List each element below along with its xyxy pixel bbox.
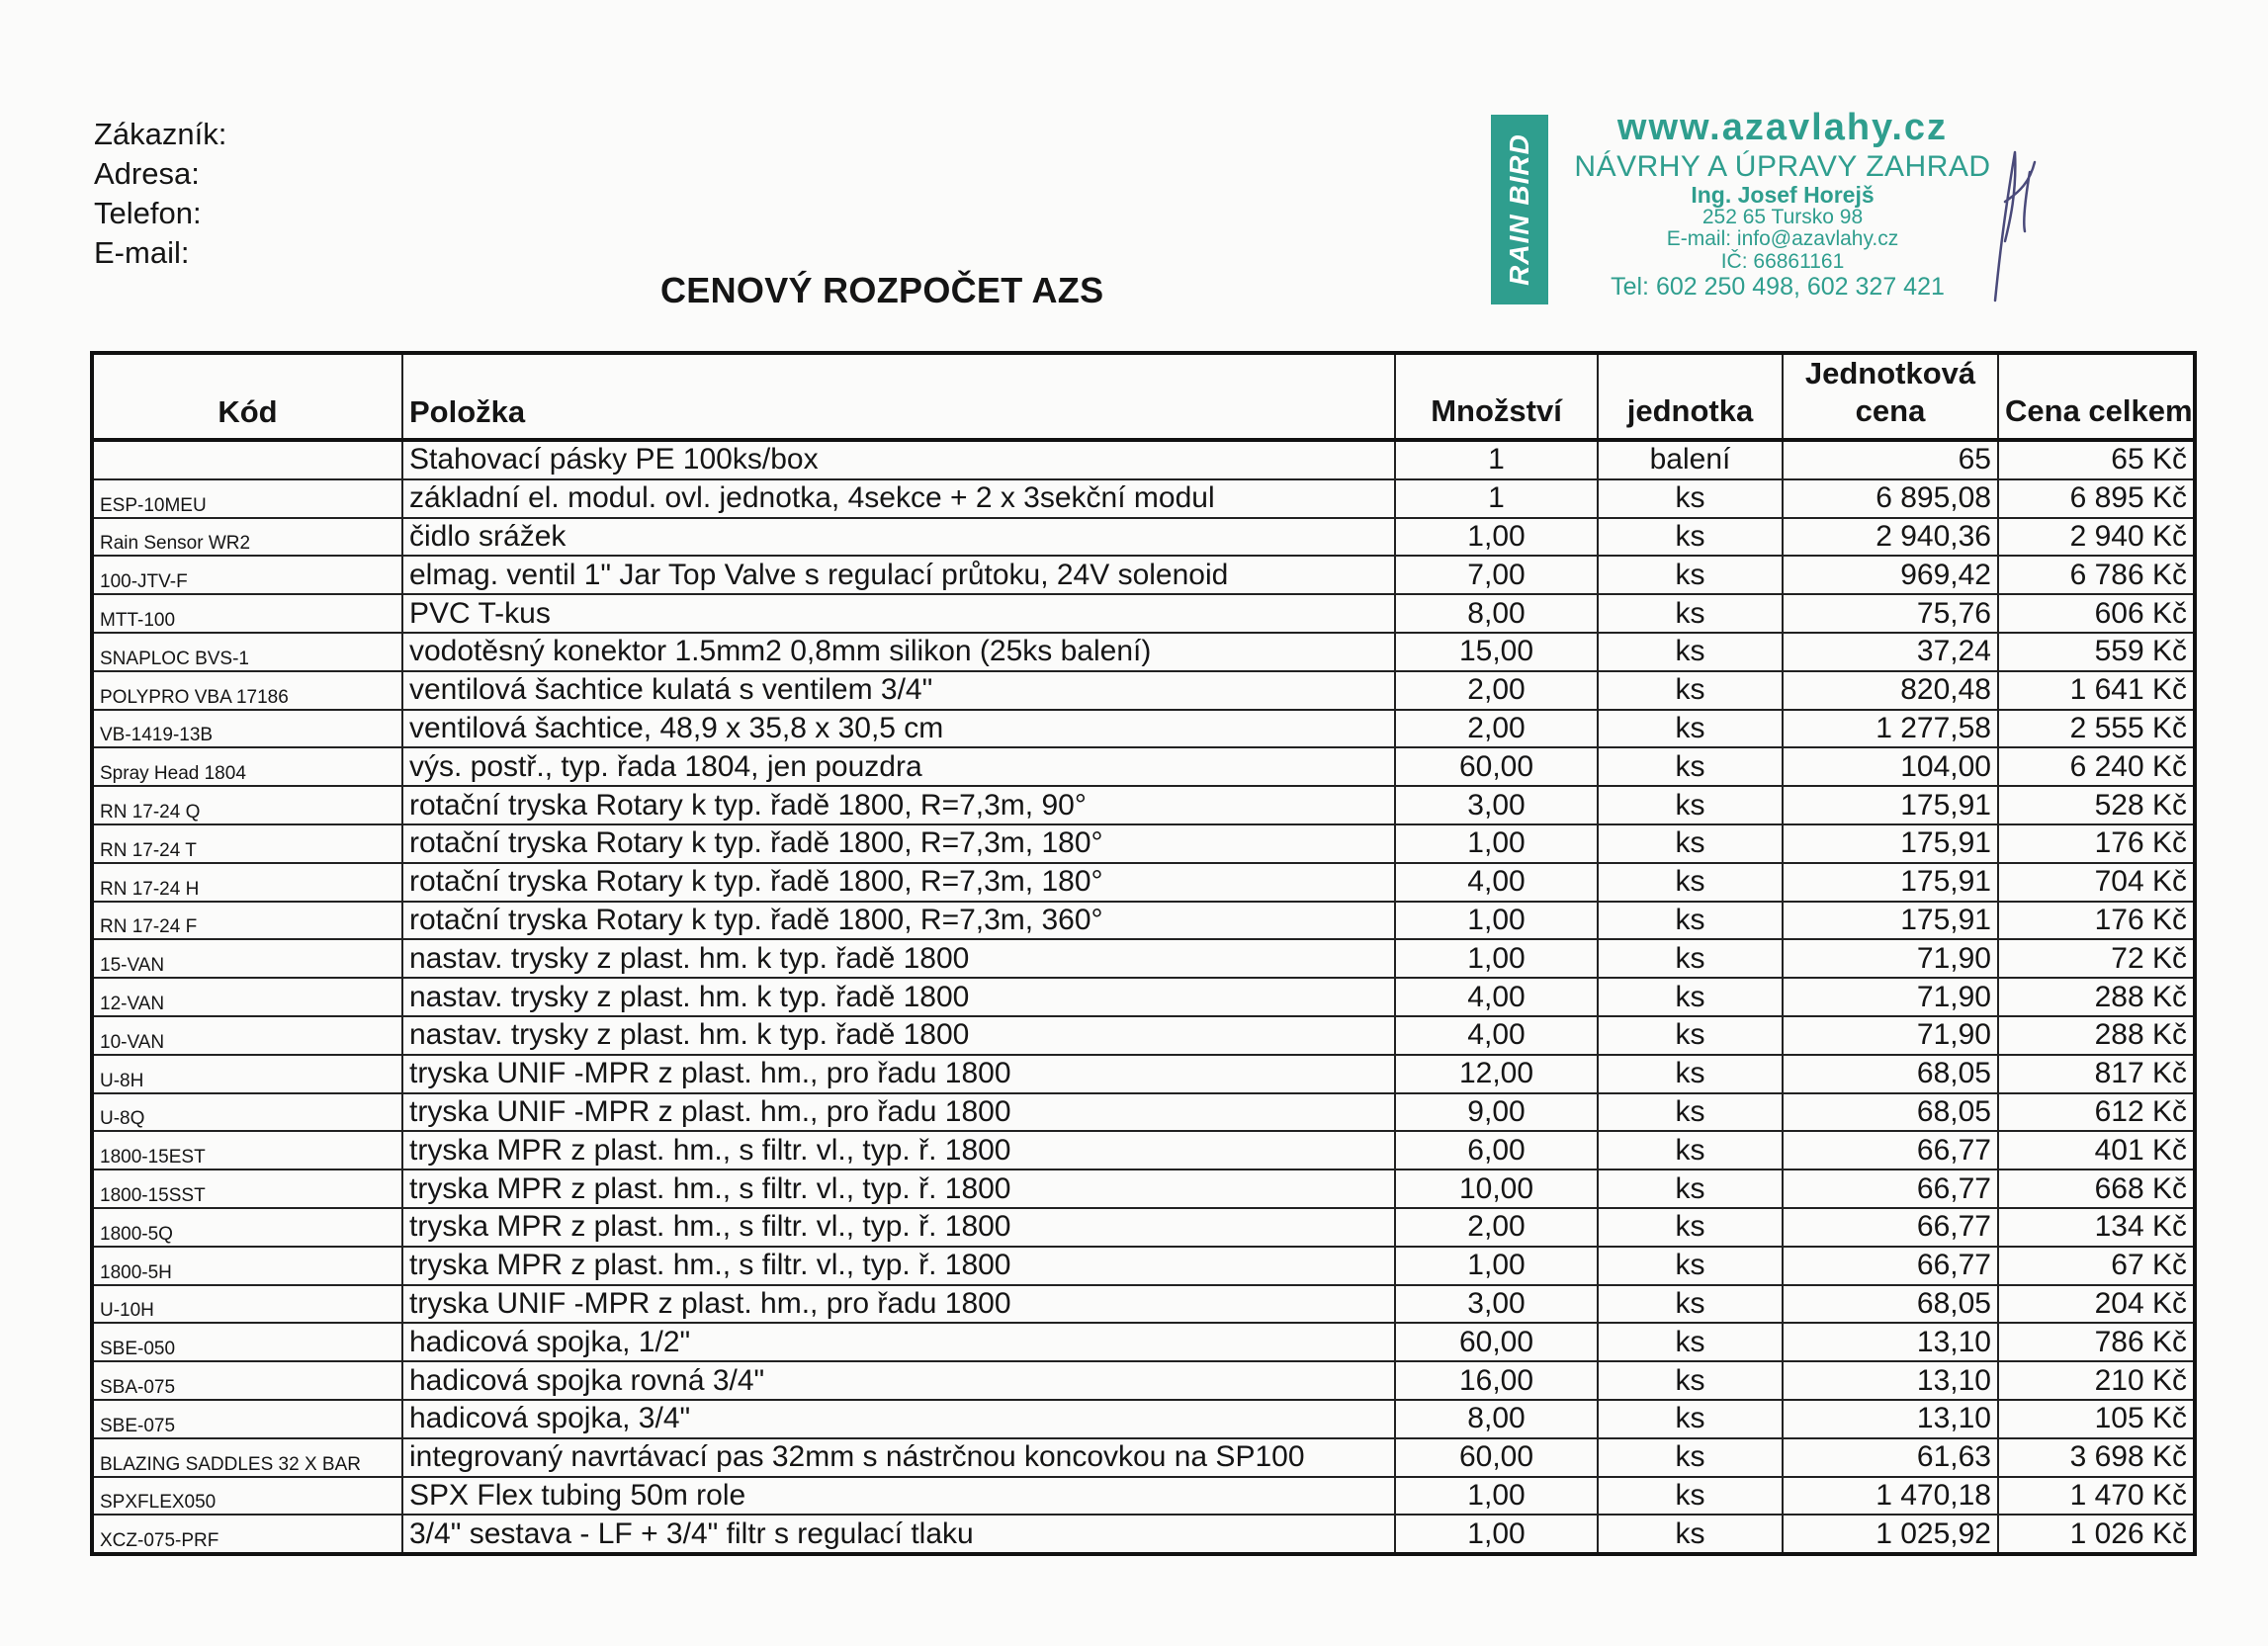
cell-mnozstvi: 1,00 bbox=[1395, 1247, 1598, 1285]
table-row bbox=[92, 824, 2195, 863]
table-row bbox=[92, 902, 2195, 940]
cell-jednotka: ks bbox=[1598, 1131, 1783, 1170]
header-jednotkova-cena bbox=[1783, 353, 1998, 440]
cell-cena-celkem: 528 Kč bbox=[1998, 786, 2195, 824]
cell-jednotkova-cena: 2 940,36 bbox=[1783, 518, 1998, 557]
cell-jednotka: ks bbox=[1598, 863, 1783, 902]
cell-jednotka: ks bbox=[1598, 1208, 1783, 1247]
cell-polozka: rotační tryska Rotary k typ. řadě 1800, R=7,3m, 180° bbox=[402, 863, 1395, 902]
cell-kod: BLAZING SADDLES 32 X BAR bbox=[92, 1438, 402, 1477]
header-kod: Kód bbox=[92, 353, 402, 440]
cell-polozka: tryska UNIF -MPR z plast. hm., pro řadu 1800 bbox=[402, 1285, 1395, 1324]
cell-kod: 12-VAN bbox=[92, 978, 402, 1016]
cell-polozka: tryska MPR z plast. hm., s filtr. vl., typ. ř. 1800 bbox=[402, 1170, 1395, 1208]
cell-jednotka: ks bbox=[1598, 1515, 1783, 1554]
cell-jednotkova-cena: 13,10 bbox=[1783, 1361, 1998, 1400]
cell-jednotkova-cena: 75,76 bbox=[1783, 594, 1998, 633]
cell-mnozstvi: 2,00 bbox=[1395, 671, 1598, 710]
cell-mnozstvi: 1,00 bbox=[1395, 939, 1598, 978]
stamp-name: Ing. Josef Horejš bbox=[1691, 182, 1875, 208]
cell-cena-celkem: 2 940 Kč bbox=[1998, 518, 2195, 557]
rain-bird-logo bbox=[1491, 115, 1548, 304]
cell-jednotkova-cena: 175,91 bbox=[1783, 863, 1998, 902]
cell-mnozstvi: 8,00 bbox=[1395, 1400, 1598, 1438]
customer-info bbox=[94, 115, 226, 273]
cell-mnozstvi: 1 bbox=[1395, 479, 1598, 518]
table-row bbox=[92, 1131, 2195, 1170]
cell-jednotka: ks bbox=[1598, 1093, 1783, 1132]
cell-cena-celkem: 817 Kč bbox=[1998, 1055, 2195, 1093]
cell-jednotka: ks bbox=[1598, 1016, 1783, 1055]
cell-cena-celkem: 288 Kč bbox=[1998, 1016, 2195, 1055]
cell-mnozstvi: 6,00 bbox=[1395, 1131, 1598, 1170]
cell-jednotka: ks bbox=[1598, 747, 1783, 786]
cell-kod: 15-VAN bbox=[92, 939, 402, 978]
cell-cena-celkem: 401 Kč bbox=[1998, 1131, 2195, 1170]
cell-jednotkova-cena: 175,91 bbox=[1783, 786, 1998, 824]
cell-cena-celkem: 668 Kč bbox=[1998, 1170, 2195, 1208]
cell-kod: RN 17-24 H bbox=[92, 863, 402, 902]
cell-kod: 1800-15EST bbox=[92, 1131, 402, 1170]
cell-polozka: nastav. trysky z plast. hm. k typ. řadě 1800 bbox=[402, 978, 1395, 1016]
cell-polozka: tryska MPR z plast. hm., s filtr. vl., typ. ř. 1800 bbox=[402, 1247, 1395, 1285]
cell-cena-celkem: 606 Kč bbox=[1998, 594, 2195, 633]
cell-jednotkova-cena: 1 025,92 bbox=[1783, 1515, 1998, 1554]
cell-polozka: 3/4" sestava - LF + 3/4" filtr s regulací tlaku bbox=[402, 1515, 1395, 1554]
cell-kod: SNAPLOC BVS-1 bbox=[92, 633, 402, 671]
cell-cena-celkem: 176 Kč bbox=[1998, 902, 2195, 940]
cell-jednotkova-cena: 6 895,08 bbox=[1783, 479, 1998, 518]
cell-cena-celkem: 2 555 Kč bbox=[1998, 710, 2195, 748]
cell-cena-celkem: 6 240 Kč bbox=[1998, 747, 2195, 786]
cell-polozka: vodotěsný konektor 1.5mm2 0,8mm silikon (25ks balení) bbox=[402, 633, 1395, 671]
cell-kod: 1800-5H bbox=[92, 1247, 402, 1285]
document-title: CENOVÝ ROZPOČET AZS bbox=[660, 270, 1104, 310]
cell-jednotka: ks bbox=[1598, 1055, 1783, 1093]
rain-bird-logo-text: RAIN BIRD bbox=[1504, 133, 1534, 286]
table-row bbox=[92, 556, 2195, 594]
cell-polozka: PVC T-kus bbox=[402, 594, 1395, 633]
header-cena-celkem: Cena celkem bbox=[1998, 353, 2195, 440]
cell-jednotka: ks bbox=[1598, 786, 1783, 824]
cell-jednotka: ks bbox=[1598, 479, 1783, 518]
cell-polozka: rotační tryska Rotary k typ. řadě 1800, R=7,3m, 360° bbox=[402, 902, 1395, 940]
cell-jednotka: ks bbox=[1598, 671, 1783, 710]
cell-jednotkova-cena: 175,91 bbox=[1783, 902, 1998, 940]
table-row bbox=[92, 1055, 2195, 1093]
signature-icon bbox=[1975, 132, 2045, 310]
cell-jednotkova-cena: 66,77 bbox=[1783, 1170, 1998, 1208]
cell-kod: U-8Q bbox=[92, 1093, 402, 1132]
cell-cena-celkem: 105 Kč bbox=[1998, 1400, 2195, 1438]
table-row bbox=[92, 939, 2195, 978]
cell-polozka: základní el. modul. ovl. jednotka, 4sekce + 2 x 3sekční modul bbox=[402, 479, 1395, 518]
cell-mnozstvi: 1,00 bbox=[1395, 902, 1598, 940]
cell-mnozstvi: 1,00 bbox=[1395, 824, 1598, 863]
cell-jednotkova-cena: 13,10 bbox=[1783, 1323, 1998, 1361]
cell-jednotkova-cena: 68,05 bbox=[1783, 1285, 1998, 1324]
table-row bbox=[92, 1247, 2195, 1285]
cell-jednotka: ks bbox=[1598, 710, 1783, 748]
table-row bbox=[92, 1323, 2195, 1361]
cell-cena-celkem: 72 Kč bbox=[1998, 939, 2195, 978]
stamp-email: E-mail: info@azavlahy.cz bbox=[1666, 227, 1899, 250]
table-row bbox=[92, 1170, 2195, 1208]
cell-jednotka: balení bbox=[1598, 440, 1783, 479]
cell-jednotkova-cena: 66,77 bbox=[1783, 1131, 1998, 1170]
cell-mnozstvi: 4,00 bbox=[1395, 863, 1598, 902]
cell-kod: ESP-10MEU bbox=[92, 479, 402, 518]
cell-jednotka: ks bbox=[1598, 1477, 1783, 1516]
cell-kod bbox=[92, 440, 402, 479]
cell-jednotkova-cena: 71,90 bbox=[1783, 1016, 1998, 1055]
table-row bbox=[92, 1016, 2195, 1055]
cell-jednotkova-cena: 71,90 bbox=[1783, 978, 1998, 1016]
cell-cena-celkem: 1 641 Kč bbox=[1998, 671, 2195, 710]
cell-cena-celkem: 176 Kč bbox=[1998, 824, 2195, 863]
cell-jednotka: ks bbox=[1598, 1285, 1783, 1324]
cell-cena-celkem: 786 Kč bbox=[1998, 1323, 2195, 1361]
cell-jednotka: ks bbox=[1598, 1323, 1783, 1361]
stamp-web: www.azavlahy.cz bbox=[1616, 107, 1949, 148]
cell-jednotka: ks bbox=[1598, 1247, 1783, 1285]
cell-polozka: elmag. ventil 1" Jar Top Valve s regulací průtoku, 24V solenoid bbox=[402, 556, 1395, 594]
table-row bbox=[92, 518, 2195, 557]
cell-kod: MTT-100 bbox=[92, 594, 402, 633]
table-row bbox=[92, 1515, 2195, 1554]
cell-mnozstvi: 1,00 bbox=[1395, 1515, 1598, 1554]
table-row bbox=[92, 633, 2195, 671]
cell-kod: Spray Head 1804 bbox=[92, 747, 402, 786]
cell-jednotka: ks bbox=[1598, 1438, 1783, 1477]
cell-polozka: hadicová spojka, 1/2" bbox=[402, 1323, 1395, 1361]
cell-polozka: rotační tryska Rotary k typ. řadě 1800, R=7,3m, 180° bbox=[402, 824, 1395, 863]
cell-kod: U-10H bbox=[92, 1285, 402, 1324]
table-row bbox=[92, 1208, 2195, 1247]
cell-kod: POLYPRO VBA 17186 bbox=[92, 671, 402, 710]
cell-mnozstvi: 12,00 bbox=[1395, 1055, 1598, 1093]
cell-kod: SPXFLEX050 bbox=[92, 1477, 402, 1516]
cell-jednotkova-cena: 37,24 bbox=[1783, 633, 1998, 671]
cell-kod: RN 17-24 Q bbox=[92, 786, 402, 824]
cell-jednotkova-cena: 66,77 bbox=[1783, 1208, 1998, 1247]
cell-cena-celkem: 288 Kč bbox=[1998, 978, 2195, 1016]
cell-cena-celkem: 1 026 Kč bbox=[1998, 1515, 2195, 1554]
cell-kod: VB-1419-13B bbox=[92, 710, 402, 748]
table-row bbox=[92, 1361, 2195, 1400]
header-jednotkova-cena-line2: cena bbox=[1855, 393, 1926, 428]
table-row bbox=[92, 1093, 2195, 1132]
table-row bbox=[92, 671, 2195, 710]
cell-cena-celkem: 134 Kč bbox=[1998, 1208, 2195, 1247]
cell-jednotkova-cena: 65 bbox=[1783, 440, 1998, 479]
header-mnozstvi: Množství bbox=[1395, 353, 1598, 440]
cell-polozka: SPX Flex tubing 50m role bbox=[402, 1477, 1395, 1516]
table-row bbox=[92, 1285, 2195, 1324]
table-row bbox=[92, 747, 2195, 786]
company-stamp bbox=[1491, 103, 2015, 310]
cell-kod: SBE-050 bbox=[92, 1323, 402, 1361]
cell-jednotka: ks bbox=[1598, 556, 1783, 594]
header-polozka: Položka bbox=[402, 353, 1395, 440]
cell-jednotka: ks bbox=[1598, 824, 1783, 863]
table-row bbox=[92, 710, 2195, 748]
cell-polozka: rotační tryska Rotary k typ. řadě 1800, R=7,3m, 90° bbox=[402, 786, 1395, 824]
table-row bbox=[92, 594, 2195, 633]
cell-cena-celkem: 704 Kč bbox=[1998, 863, 2195, 902]
table-row bbox=[92, 479, 2195, 518]
cell-mnozstvi: 1,00 bbox=[1395, 1477, 1598, 1516]
cell-mnozstvi: 4,00 bbox=[1395, 1016, 1598, 1055]
cell-mnozstvi: 60,00 bbox=[1395, 747, 1598, 786]
cell-polozka: hadicová spojka, 3/4" bbox=[402, 1400, 1395, 1438]
cell-cena-celkem: 1 470 Kč bbox=[1998, 1477, 2195, 1516]
cell-kod: Rain Sensor WR2 bbox=[92, 518, 402, 557]
stamp-phone: Tel: 602 250 498, 602 327 421 bbox=[1611, 273, 1945, 301]
cell-polozka: integrovaný navrtávací pas 32mm s nástrčnou koncovkou na SP100 bbox=[402, 1438, 1395, 1477]
cell-cena-celkem: 210 Kč bbox=[1998, 1361, 2195, 1400]
cell-jednotkova-cena: 969,42 bbox=[1783, 556, 1998, 594]
cell-polozka: tryska UNIF -MPR z plast. hm., pro řadu 1800 bbox=[402, 1055, 1395, 1093]
cell-mnozstvi: 15,00 bbox=[1395, 633, 1598, 671]
table-row bbox=[92, 1438, 2195, 1477]
cell-cena-celkem: 6 895 Kč bbox=[1998, 479, 2195, 518]
cell-polozka: nastav. trysky z plast. hm. k typ. řadě 1800 bbox=[402, 939, 1395, 978]
cell-jednotkova-cena: 68,05 bbox=[1783, 1093, 1998, 1132]
cell-jednotkova-cena: 175,91 bbox=[1783, 824, 1998, 863]
cell-mnozstvi: 1 bbox=[1395, 440, 1598, 479]
table-row bbox=[92, 1477, 2195, 1516]
cell-polozka: nastav. trysky z plast. hm. k typ. řadě 1800 bbox=[402, 1016, 1395, 1055]
cell-mnozstvi: 10,00 bbox=[1395, 1170, 1598, 1208]
cell-kod: 1800-15SST bbox=[92, 1170, 402, 1208]
cell-polozka: tryska MPR z plast. hm., s filtr. vl., typ. ř. 1800 bbox=[402, 1131, 1395, 1170]
cell-mnozstvi: 16,00 bbox=[1395, 1361, 1598, 1400]
cell-jednotka: ks bbox=[1598, 1400, 1783, 1438]
cell-cena-celkem: 67 Kč bbox=[1998, 1247, 2195, 1285]
email-label: E-mail: bbox=[94, 235, 190, 270]
cell-polozka: tryska MPR z plast. hm., s filtr. vl., typ. ř. 1800 bbox=[402, 1208, 1395, 1247]
cell-cena-celkem: 559 Kč bbox=[1998, 633, 2195, 671]
cell-kod: U-8H bbox=[92, 1055, 402, 1093]
cell-jednotka: ks bbox=[1598, 1361, 1783, 1400]
header-jednotka: jednotka bbox=[1598, 353, 1783, 440]
address-label: Adresa: bbox=[94, 156, 200, 191]
cell-jednotkova-cena: 13,10 bbox=[1783, 1400, 1998, 1438]
cell-mnozstvi: 3,00 bbox=[1395, 786, 1598, 824]
cell-kod: 100-JTV-F bbox=[92, 556, 402, 594]
cell-kod: XCZ-075-PRF bbox=[92, 1515, 402, 1554]
budget-table bbox=[90, 351, 2197, 1556]
header-jednotkova-cena-line1: Jednotková bbox=[1804, 356, 1976, 390]
cell-jednotkova-cena: 68,05 bbox=[1783, 1055, 1998, 1093]
table-row bbox=[92, 978, 2195, 1016]
table-row bbox=[92, 1400, 2195, 1438]
table-row bbox=[92, 863, 2195, 902]
table-header-row bbox=[92, 353, 2195, 440]
cell-cena-celkem: 204 Kč bbox=[1998, 1285, 2195, 1324]
stamp-address: 252 65 Tursko 98 bbox=[1701, 206, 1864, 228]
cell-polozka: ventilová šachtice kulatá s ventilem 3/4" bbox=[402, 671, 1395, 710]
cell-kod: RN 17-24 T bbox=[92, 824, 402, 863]
cell-jednotkova-cena: 71,90 bbox=[1783, 939, 1998, 978]
cell-mnozstvi: 8,00 bbox=[1395, 594, 1598, 633]
cell-mnozstvi: 7,00 bbox=[1395, 556, 1598, 594]
cell-jednotkova-cena: 104,00 bbox=[1783, 747, 1998, 786]
cell-jednotkova-cena: 820,48 bbox=[1783, 671, 1998, 710]
cell-mnozstvi: 2,00 bbox=[1395, 710, 1598, 748]
stamp-tagline: NÁVRHY A ÚPRAVY ZAHRAD bbox=[1574, 150, 1991, 183]
cell-jednotka: ks bbox=[1598, 939, 1783, 978]
cell-mnozstvi: 60,00 bbox=[1395, 1323, 1598, 1361]
cell-polozka: ventilová šachtice, 48,9 x 35,8 x 30,5 cm bbox=[402, 710, 1395, 748]
customer-label: Zákazník: bbox=[94, 117, 227, 151]
table-row bbox=[92, 440, 2195, 479]
cell-mnozstvi: 4,00 bbox=[1395, 978, 1598, 1016]
cell-polozka: hadicová spojka rovná 3/4" bbox=[402, 1361, 1395, 1400]
cell-jednotka: ks bbox=[1598, 633, 1783, 671]
stamp-ic: IČ: 66861161 bbox=[1720, 250, 1845, 273]
cell-cena-celkem: 3 698 Kč bbox=[1998, 1438, 2195, 1477]
cell-cena-celkem: 6 786 Kč bbox=[1998, 556, 2195, 594]
table-row bbox=[92, 786, 2195, 824]
cell-mnozstvi: 3,00 bbox=[1395, 1285, 1598, 1324]
cell-kod: 1800-5Q bbox=[92, 1208, 402, 1247]
cell-cena-celkem: 612 Kč bbox=[1998, 1093, 2195, 1132]
phone-label: Telefon: bbox=[94, 196, 202, 230]
cell-mnozstvi: 9,00 bbox=[1395, 1093, 1598, 1132]
cell-kod: 10-VAN bbox=[92, 1016, 402, 1055]
cell-jednotka: ks bbox=[1598, 902, 1783, 940]
cell-kod: RN 17-24 F bbox=[92, 902, 402, 940]
cell-kod: SBE-075 bbox=[92, 1400, 402, 1438]
cell-polozka: tryska UNIF -MPR z plast. hm., pro řadu 1800 bbox=[402, 1093, 1395, 1132]
cell-jednotkova-cena: 66,77 bbox=[1783, 1247, 1998, 1285]
cell-polozka: čidlo srážek bbox=[402, 518, 1395, 557]
cell-cena-celkem: 65 Kč bbox=[1998, 440, 2195, 479]
cell-polozka: výs. postř., typ. řada 1804, jen pouzdra bbox=[402, 747, 1395, 786]
cell-jednotkova-cena: 61,63 bbox=[1783, 1438, 1998, 1477]
cell-jednotka: ks bbox=[1598, 1170, 1783, 1208]
cell-jednotkova-cena: 1 277,58 bbox=[1783, 710, 1998, 748]
cell-jednotkova-cena: 1 470,18 bbox=[1783, 1477, 1998, 1516]
cell-mnozstvi: 60,00 bbox=[1395, 1438, 1598, 1477]
cell-kod: SBA-075 bbox=[92, 1361, 402, 1400]
cell-polozka: Stahovací pásky PE 100ks/box bbox=[402, 440, 1395, 479]
cell-jednotka: ks bbox=[1598, 594, 1783, 633]
cell-mnozstvi: 1,00 bbox=[1395, 518, 1598, 557]
cell-jednotka: ks bbox=[1598, 518, 1783, 557]
cell-mnozstvi: 2,00 bbox=[1395, 1208, 1598, 1247]
cell-jednotka: ks bbox=[1598, 978, 1783, 1016]
